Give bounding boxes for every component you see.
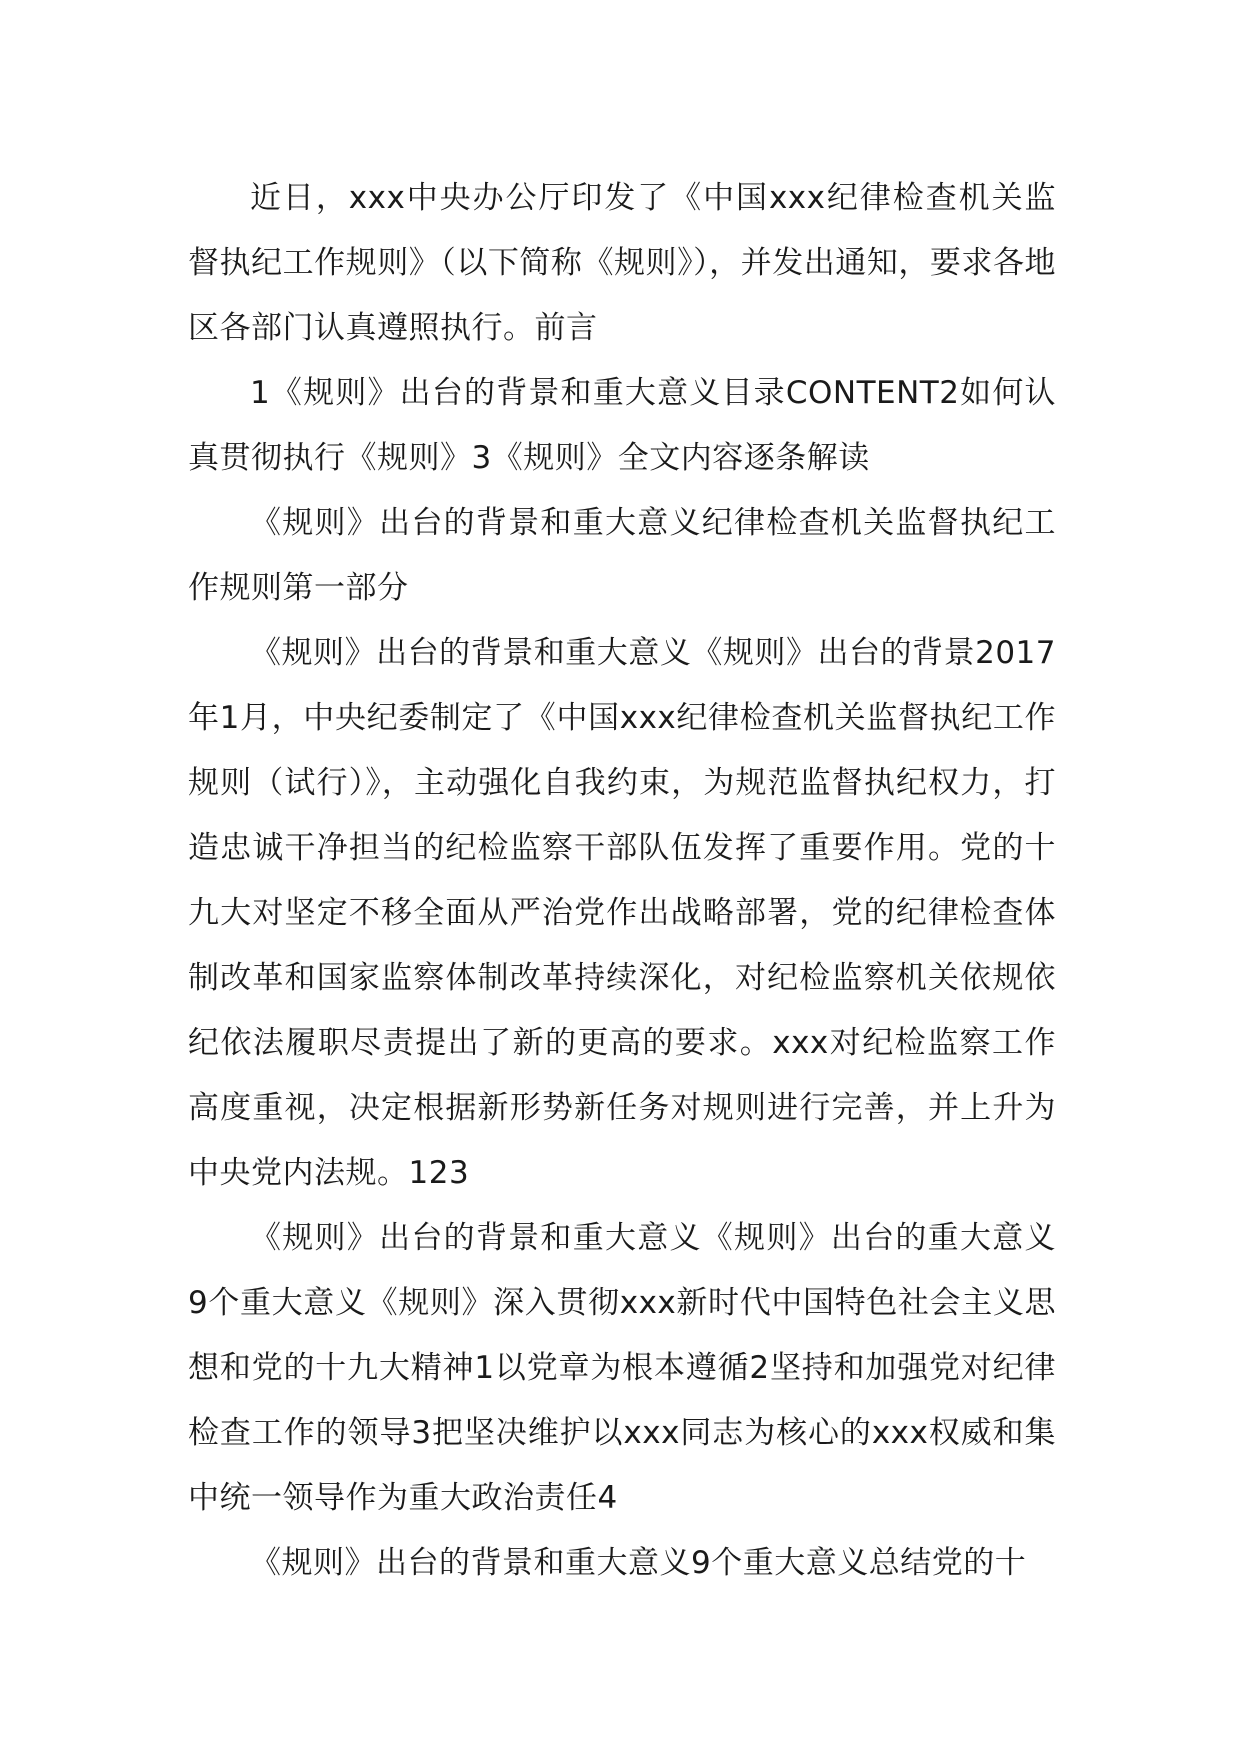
- paragraph-part-one-heading: 《规则》出台的背景和重大意义纪律检查机关监督执纪工作规则第一部分: [188, 505, 1056, 606]
- paragraph-contents: 1《规则》出台的背景和重大意义目录CONTENT2如何认真贯彻执行《规则》3《规则》全文内容逐条解读: [188, 375, 1056, 476]
- document-body: [188, 166, 1056, 1596]
- paragraph-intro: 近日，xxx中央办公厅印发了《中国xxx纪律检查机关监督执纪工作规则》（以下简称《规则》），并发出通知，要求各地区各部门认真遵照执行。前言: [188, 180, 1056, 346]
- paragraph-significance: 《规则》出台的背景和重大意义《规则》出台的重大意义9个重大意义《规则》深入贯彻xxx新时代中国特色社会主义思想和党的十九大精神1以党章为根本遵循2坚持和加强党对纪律检查工作的领导3把坚决维护以xxx同志为核心的xxx权威和集中统一领导作为重大政治责任4: [188, 1220, 1056, 1516]
- paragraph-significance-continued: 《规则》出台的背景和重大意义9个重大意义总结党的十: [250, 1545, 1027, 1581]
- paragraph-background: 《规则》出台的背景和重大意义《规则》出台的背景2017年1月，中央纪委制定了《中国xxx纪律检查机关监督执纪工作规则（试行）》，主动强化自我约束，为规范监督执纪权力，打造忠诚干净担当的纪检监察干部队伍发挥了重要作用。党的十九大对坚定不移全面从严治党作出战略部署，党的纪律检查体制改革和国家监察体制改革持续深化，对纪检监察机关依规依纪依法履职尽责提出了新的更高的要求。xxx对纪检监察工作高度重视，决定根据新形势新任务对规则进行完善，并上升为中央党内法规。123: [188, 635, 1056, 1191]
